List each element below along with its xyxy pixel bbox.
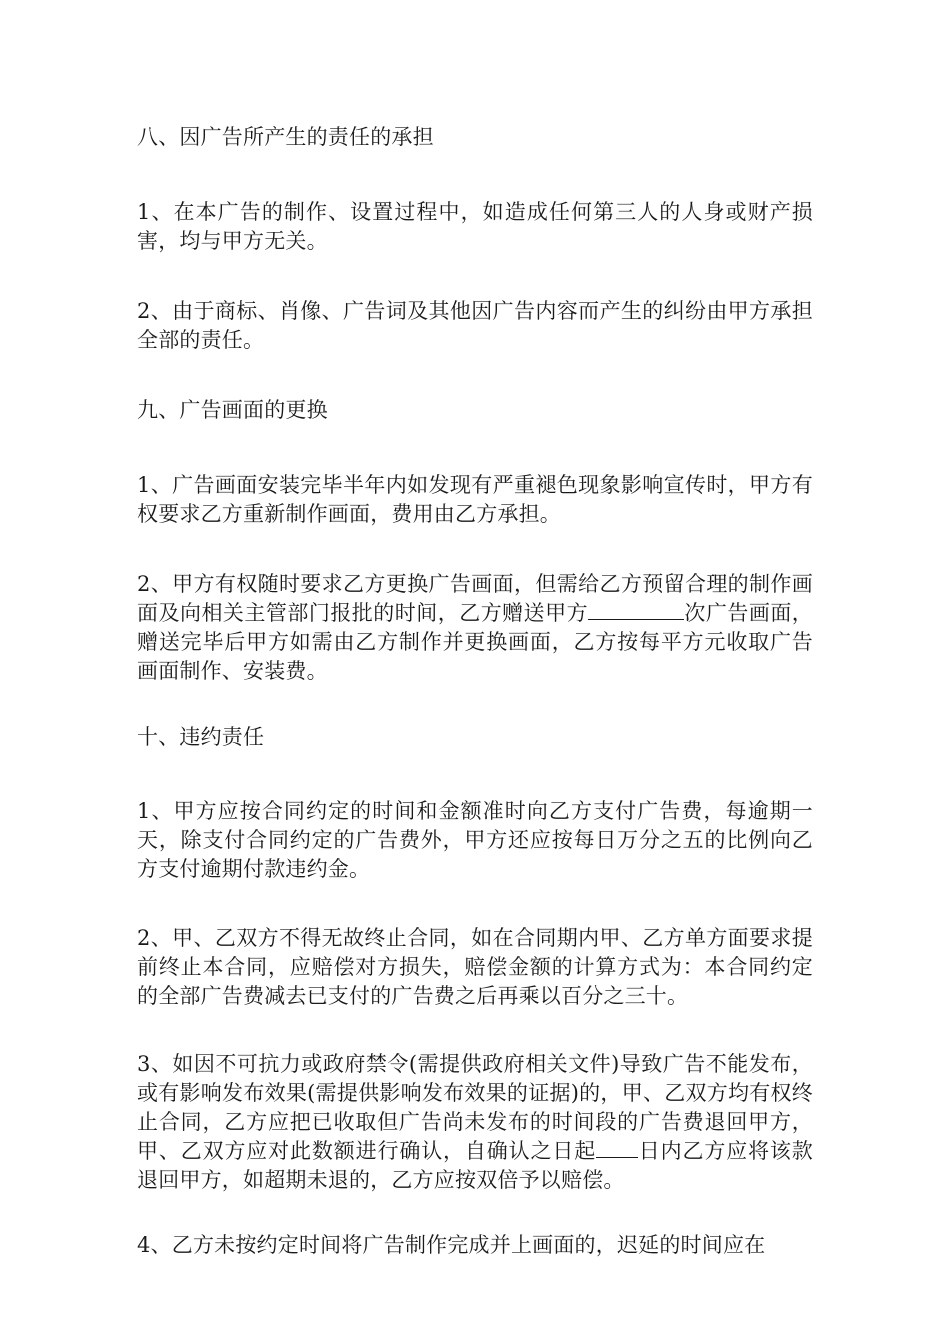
clause-9-2-text-after: 次广告画面，赠送完毕后甲方如需由乙方制作并更换画面，乙方按每平方元收取广告画面制作、安装费。 [137,601,813,683]
clause-10-3 [137,1050,813,1195]
clause-10-2: 2、甲、乙双方不得无故终止合同，如在合同期内甲、乙方单方面要求提前终止本合同，应赔偿对方损失，赔偿金额的计算方式为：本合同约定的全部广告费减去已支付的广告费之后再乘以百分之三十。 [137,926,813,1008]
clause-10-3-text-before: 3、如因不可抗力或政府禁令(需提供政府相关文件)导致广告不能发布，或有影响发布效果(需提供影响发布效果的证据)的，甲、乙双方均有权终止合同，乙方应把已收取但广告尚未发布的时间段的广告费退回甲方，甲、乙双方应对此数额进行确认，自确认之日起 [137,1052,813,1163]
clause-9-2-text-before: 2、甲方有权随时要求乙方更换广告画面，但需给乙方预留合理的制作画面及向相关主管部门报批的时间，乙方赠送甲方 [137,572,813,625]
clause-9-2 [137,570,813,686]
clause-8-2: 2、由于商标、肖像、广告词及其他因广告内容而产生的纠纷由甲方承担全部的责任。 [137,299,813,352]
section-heading-8: 八、因广告所产生的责任的承担 [137,125,434,149]
clause-8-1: 1、在本广告的制作、设置过程中，如造成任何第三人的人身或财产损害，均与甲方无关。 [137,200,813,253]
fill-blank-line [588,599,684,620]
fill-blank-line [596,1137,638,1158]
section-heading-10: 十、违约责任 [137,725,265,749]
clause-10-3-text-after: 日内乙方应将该款退回甲方，如超期未退的，乙方应按双倍予以赔偿。 [137,1139,813,1192]
clause-10-4: 4、乙方未按约定时间将广告制作完成并上画面的，迟延的时间应在 [137,1233,766,1257]
section-heading-9: 九、广告画面的更换 [137,398,328,422]
clause-10-1: 1、甲方应按合同约定的时间和金额准时向乙方支付广告费，每逾期一天，除支付合同约定的广告费外，甲方还应按每日万分之五的比例向乙方支付逾期付款违约金。 [137,799,813,881]
clause-9-1: 1、广告画面安装完毕半年内如发现有严重褪色现象影响宣传时，甲方有权要求乙方重新制作画面，费用由乙方承担。 [137,473,813,526]
